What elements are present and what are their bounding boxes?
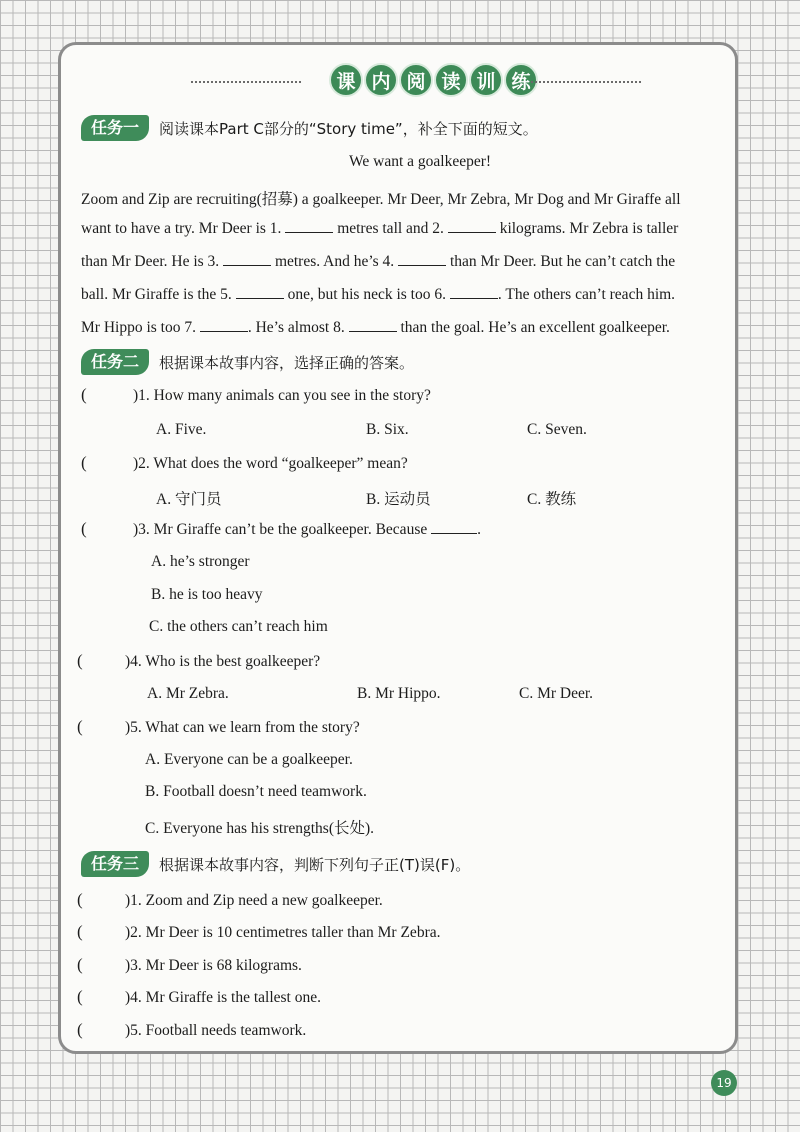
- answer-blank[interactable]: [285, 219, 333, 233]
- section-title: [329, 63, 538, 97]
- answer-paren[interactable]: (: [77, 987, 83, 1006]
- q1-option-c: C. Seven.: [527, 421, 587, 438]
- statement-3: [77, 955, 302, 975]
- task3-badge: 任务三: [81, 851, 149, 877]
- q5-option-b: B. Football doesn’t need teamwork.: [145, 783, 367, 800]
- answer-paren[interactable]: (: [77, 1020, 83, 1039]
- question-3: ( )3. Mr Giraffe can’t be the goalkeeper. Because .: [81, 519, 481, 538]
- q2-option-b: B. 运动员: [366, 491, 431, 508]
- story-text: ball. Mr Giraffe is the 5.: [81, 286, 236, 303]
- answer-paren[interactable]: (: [77, 651, 83, 670]
- q2-option-c: C. 教练: [527, 491, 577, 508]
- story-text: . He’s almost 8.: [247, 319, 349, 336]
- answer-blank[interactable]: [431, 520, 477, 534]
- header-rule-left: [191, 81, 301, 83]
- question-text: )4. Who is the best goalkeeper?: [125, 653, 321, 670]
- story-line-5: [81, 318, 670, 337]
- story-text: than Mr Deer. But he can’t catch the: [446, 253, 676, 270]
- statement-text: )1. Zoom and Zip need a new goalkeeper.: [125, 892, 383, 909]
- q3-option-c: C. the others can’t reach him: [149, 618, 328, 635]
- answer-paren[interactable]: (: [77, 922, 83, 941]
- page-number: 19: [711, 1070, 737, 1096]
- story-text: metres tall and 2.: [333, 220, 448, 237]
- title-char: 课: [329, 63, 363, 97]
- statement-2: [77, 922, 440, 942]
- q3-option-a: A. he’s stronger: [151, 553, 250, 570]
- story-line-3: [81, 252, 675, 271]
- statement-4: [77, 987, 321, 1007]
- title-char: 内: [364, 63, 398, 97]
- answer-blank[interactable]: [200, 318, 248, 332]
- title-char: 阅: [399, 63, 433, 97]
- task1-badge: 任务一: [81, 115, 149, 141]
- task1-instruction: 阅读课本Part C部分的“Story time”，补全下面的短文。: [159, 119, 538, 138]
- question-text: )5. What can we learn from the story?: [125, 719, 360, 736]
- task3-instruction: 根据课本故事内容，判断下列句子正(T)误(F)。: [159, 855, 471, 874]
- task2-badge: 任务二: [81, 349, 149, 375]
- answer-blank[interactable]: [448, 219, 496, 233]
- story-text: . The others can’t reach him.: [497, 286, 676, 303]
- story-text: than Mr Deer. He is 3.: [81, 253, 224, 270]
- title-char: 训: [469, 63, 503, 97]
- question-text: )3. Mr Giraffe can’t be the goalkeeper. Because: [133, 521, 432, 538]
- task1-heading: [81, 115, 538, 141]
- title-char: 读: [434, 63, 468, 97]
- answer-paren[interactable]: (: [77, 717, 83, 736]
- q5-option-a: A. Everyone can be a goalkeeper.: [145, 751, 353, 768]
- answer-paren[interactable]: (: [77, 955, 83, 974]
- story-text: than the goal. He’s an excellent goalkeeper.: [396, 319, 670, 336]
- story-text: one, but his neck is too 6.: [283, 286, 450, 303]
- question-4: [77, 651, 320, 671]
- answer-paren[interactable]: (: [81, 519, 87, 538]
- question-text: )2. What does the word “goalkeeper” mean?: [133, 455, 408, 472]
- q1-option-a: A. Five.: [156, 421, 207, 438]
- q4-option-a: A. Mr Zebra.: [147, 685, 229, 702]
- question-5: [77, 717, 360, 737]
- story-text: metres. And he’s 4.: [271, 253, 399, 270]
- story-line-2: [81, 219, 678, 238]
- q4-option-c: C. Mr Deer.: [519, 685, 594, 702]
- header-rule-right: [531, 81, 641, 83]
- statement-text: )2. Mr Deer is 10 centimetres taller than Mr Zebra.: [125, 924, 441, 941]
- task2-instruction: 根据课本故事内容，选择正确的答案。: [159, 353, 415, 372]
- story-line-4: [81, 285, 675, 304]
- title-char: 练: [504, 63, 538, 97]
- answer-blank[interactable]: [349, 318, 397, 332]
- answer-blank[interactable]: [223, 252, 271, 266]
- q1-option-b: B. Six.: [366, 421, 409, 438]
- question-text: )1. How many animals can you see in the story?: [133, 387, 431, 404]
- story-text: kilograms. Mr Zebra is taller: [495, 220, 679, 237]
- answer-blank[interactable]: [236, 285, 284, 299]
- statement-1: [77, 890, 383, 910]
- q5-option-c: C. Everyone has his strengths(长处).: [145, 820, 375, 837]
- question-2: [81, 453, 408, 473]
- question-1: [81, 385, 431, 405]
- answer-blank[interactable]: [450, 285, 498, 299]
- q3-option-b: B. he is too heavy: [151, 586, 263, 603]
- story-line-1: Zoom and Zip are recruiting(招募) a goalkeeper. Mr Deer, Mr Zebra, Mr Dog and Mr Giraffe all: [81, 191, 681, 208]
- q4-option-b: B. Mr Hippo.: [357, 685, 441, 702]
- statement-5: [77, 1020, 306, 1040]
- task3-heading: [81, 851, 470, 877]
- answer-paren[interactable]: (: [77, 890, 83, 909]
- statement-text: )3. Mr Deer is 68 kilograms.: [125, 957, 302, 974]
- statement-text: )4. Mr Giraffe is the tallest one.: [125, 989, 321, 1006]
- answer-blank[interactable]: [398, 252, 446, 266]
- section-header: [61, 63, 735, 103]
- answer-paren[interactable]: (: [81, 385, 87, 404]
- task2-heading: [81, 349, 414, 375]
- q2-option-a: A. 守门员: [156, 491, 222, 508]
- story-text: want to have a try. Mr Deer is 1.: [81, 220, 286, 237]
- exercise-card: [58, 42, 738, 1054]
- answer-paren[interactable]: (: [81, 453, 87, 472]
- story-text: Mr Hippo is too 7.: [81, 319, 200, 336]
- statement-text: )5. Football needs teamwork.: [125, 1022, 307, 1039]
- story-title: We want a goalkeeper!: [349, 153, 492, 170]
